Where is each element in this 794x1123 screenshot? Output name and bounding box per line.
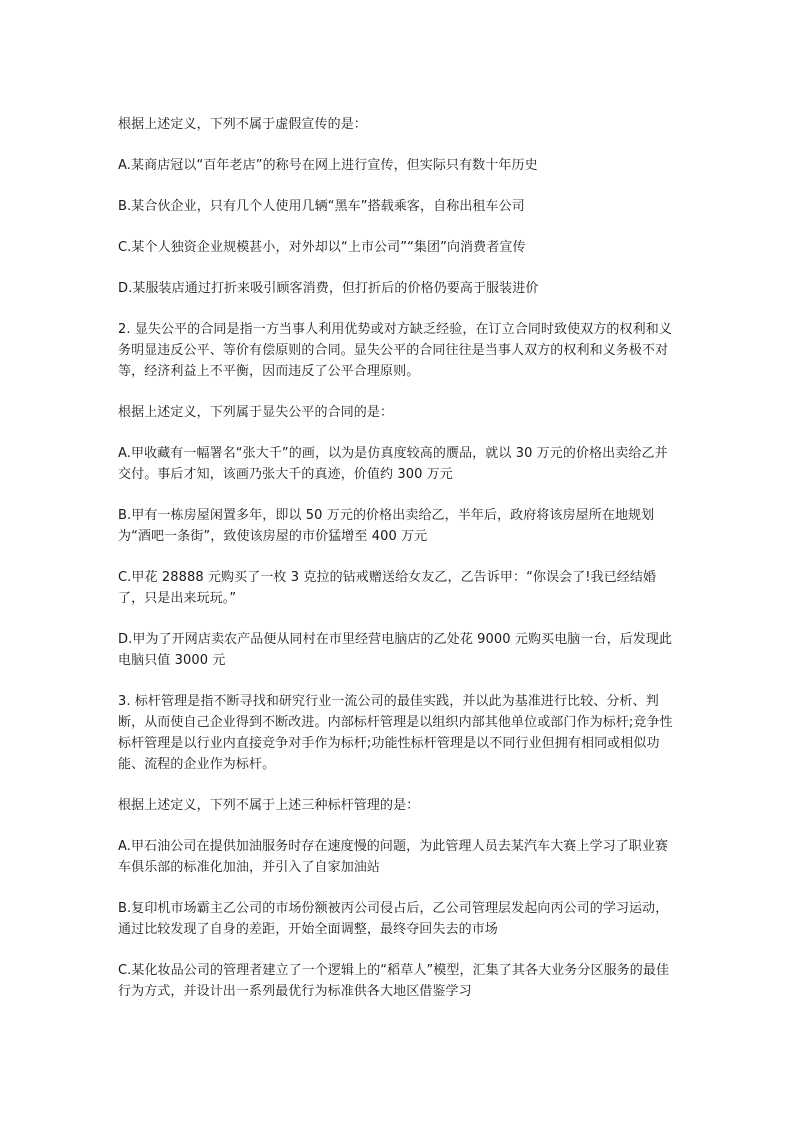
question-2-option-d: D.甲为了开网店卖农产品便从同村在市里经营电脑店的乙处花 9000 元购买电脑一台，后发现此电脑只值 3000 元 [118,632,673,668]
document-page [118,114,680,1022]
question-3-option-b: B.复印机市场霸主乙公司的市场份额被丙公司侵占后，乙公司管理层发起向丙公司的学习运动，通过比较发现了自身的差距，开始全面调整，最终夺回失去的市场 [118,901,669,937]
question-1-block [118,114,680,299]
question-2-stem: 2. 显失公平的合同是指一方当事人利用优势或对方缺乏经验，在订立合同时致使双方的权利和义务明显违反公平、等价有偿原则的合同。显失公平的合同往往是当事人双方的权利和义务极不对等，经济利益上不平衡，因而违反了公平合理原则。 [118,322,672,379]
question-3-stem: 3. 标杆管理是指不断寻找和研究行业一流公司的最佳实践，并以此为基准进行比较、分析、判断，从而使自己企业得到不断改进。内部标杆管理是以组织内部其他单位或部门作为标杆;竞争性标杆管理是以行业内直接竞争对手作为标杆;功能性标杆管理是以不同行业但拥有相同或相似功能、流程的企业作为标杆。 [118,694,673,772]
question-2-block [118,319,680,671]
question-3-prompt: 根据上述定义，下列不属于上述三种标杆管理的是： [118,798,420,813]
question-1-option-c: C.某个人独资企业规模甚小，对外却以“上市公司”“集团”向消费者宣传 [118,240,526,255]
question-1-option-a: A.某商店冠以“百年老店”的称号在网上进行宣传，但实际只有数十年历史 [118,158,538,173]
question-1-option-d: D.某服装店通过打折来吸引顾客消费，但打折后的价格仍要高于服装进价 [118,281,539,296]
question-3-option-c: C.某化妆品公司的管理者建立了一个逻辑上的“稻草人”模型，汇集了其各大业务分区服务的最佳行为方式，并设计出一系列最优行为标准供各大地区借鉴学习 [118,963,670,999]
question-2-option-c: C.甲花 28888 元购买了一枚 3 克拉的钻戒赠送给女友乙，乙告诉甲：“你误会了!我已经结婚了，只是出来玩玩。” [118,570,657,606]
question-2-prompt: 根据上述定义，下列属于显失公平的合同的是： [118,405,394,420]
question-2-option-a: A.甲收藏有一幅署名“张大千”的画，以为是仿真度较高的赝品，就以 30 万元的价格出卖给乙并交付。事后才知，该画乃张大千的真迹，价值约 300 万元 [118,446,668,482]
question-3-option-a: A.甲石油公司在提供加油服务时存在速度慢的问题，为此管理人员去某汽车大赛上学习了职业赛车俱乐部的标准化加油，并引入了自家加油站 [118,839,669,875]
question-1-option-b: B.某合伙企业，只有几个人使用几辆“黑车”搭载乘客，自称出租车公司 [118,199,525,214]
question-3-block [118,691,680,1002]
question-2-option-b: B.甲有一栋房屋闲置多年，即以 50 万元的价格出卖给乙，半年后，政府将该房屋所在地规划为“酒吧一条街”，致使该房屋的市价猛增至 400 万元 [118,508,655,544]
question-1-prompt: 根据上述定义，下列不属于虚假宣传的是： [118,117,367,132]
